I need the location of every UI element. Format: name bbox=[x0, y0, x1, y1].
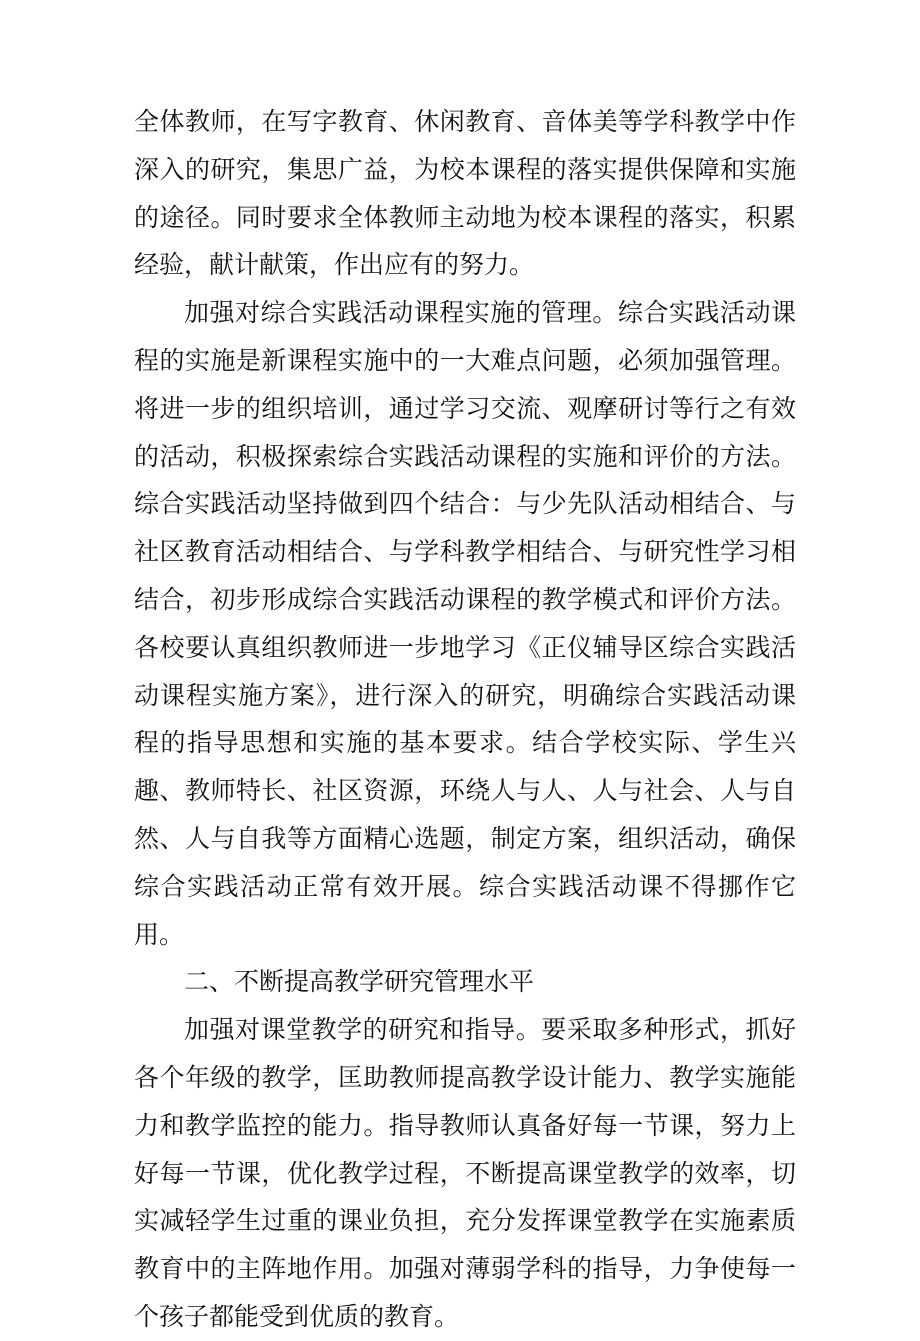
document-body bbox=[134, 98, 796, 1341]
paragraph-comprehensive-practice: 加强对综合实践活动课程实施的管理。综合实践活动课程的实施是新课程实施中的一大难点问题，必须加强管理。将进一步的组织培训，通过学习交流、观摩研讨等行之有效的活动，积极探索综合实践活动课程的实施和评价的方法。综合实践活动坚持做到四个结合：与少先队活动相结合、与社区教育活动相结合、与学科教学相结合、与研究性学习相结合，初步形成综合实践活动课程的教学模式和评价方法。各校要认真组织教师进一步地学习《正仪辅导区综合实践活动课程实施方案》，进行深入的研究，明确综合实践活动课程的指导思想和实施的基本要求。结合学校实际、学生兴趣、教师特长、社区资源，环绕人与人、人与社会、人与自然、人与自我等方面精心选题，制定方案，组织活动，确保综合实践活动正常有效开展。综合实践活动课不得挪作它用。 bbox=[134, 298, 796, 949]
section-heading: 二、不断提高教学研究管理水平 bbox=[184, 967, 535, 997]
paragraph-classroom-teaching: 加强对课堂教学的研究和指导。要采取多种形式，抓好各个年级的教学，匡助教师提高教学设计能力、教学实施能力和教学监控的能力。指导教师认真备好每一节课，努力上好每一节课，优化教学过程，不断提高课堂教学的效率，切实减轻学生过重的课业负担，充分发挥课堂教学在实施素质教育中的主阵地作用。加强对薄弱学科的指导，力争使每一个孩子都能受到优质的教育。 bbox=[134, 1015, 796, 1331]
paragraph-continuation: 全体教师，在写字教育、休闲教育、音体美等学科教学中作深入的研究，集思广益，为校本课程的落实提供保障和实施的途径。同时要求全体教师主动地为校本课程的落实，积累经验，献计献策，作出应有的努力。 bbox=[134, 107, 796, 280]
